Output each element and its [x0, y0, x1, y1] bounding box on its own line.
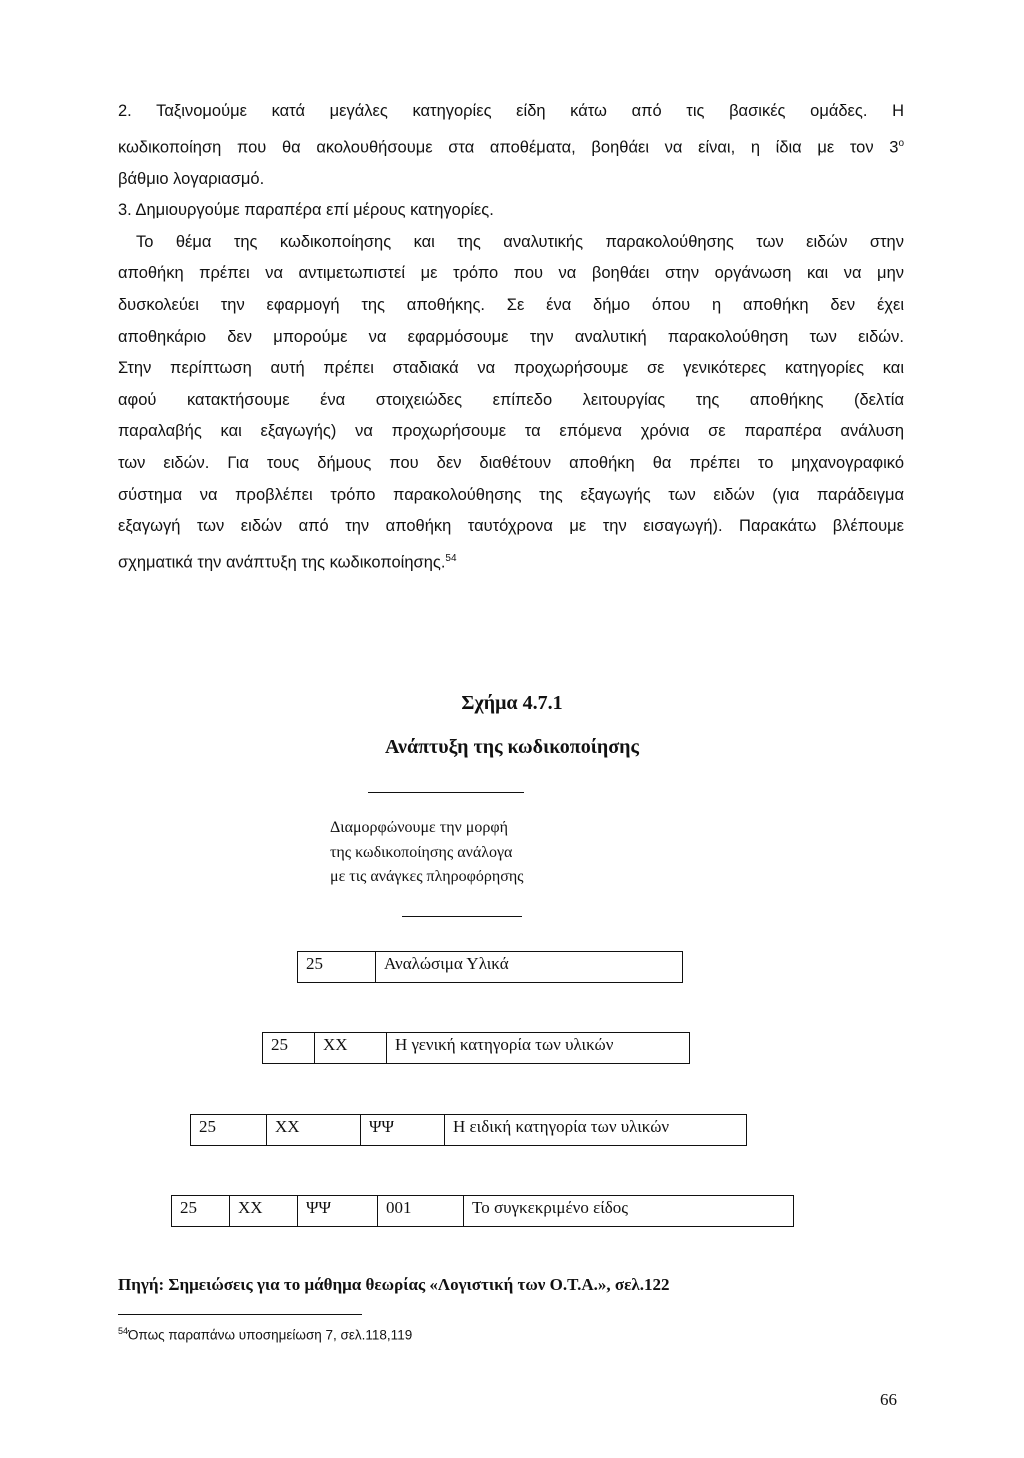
- code-cell: 001: [378, 1196, 464, 1226]
- code-row-2: [262, 1032, 690, 1064]
- code-cell: 25: [298, 952, 376, 982]
- code-cell: 25: [172, 1196, 230, 1226]
- code-cell-label: Το συγκεκριμένο είδος: [472, 1198, 629, 1217]
- page-number: 66: [880, 1390, 897, 1409]
- figure-number: Σχήμα 4.7.1: [461, 692, 563, 714]
- footnote: [118, 1326, 412, 1343]
- description-line-2: της κωδικοποίησης ανάλογα: [330, 843, 513, 861]
- footnote-reference: 54: [445, 552, 457, 564]
- code-cell: ΧΧ: [230, 1196, 298, 1226]
- figure-description: [330, 816, 650, 890]
- code-row-3: [190, 1114, 747, 1146]
- body-text: [118, 96, 904, 579]
- p4-line-7: παραλαβής και εξαγωγής) να προχωρήσουμε τα επόμενα χρόνια σε παραπέρα ανάλυση: [118, 422, 904, 441]
- divider-middle: [402, 916, 522, 917]
- code-row-4: [171, 1195, 794, 1227]
- figure-source: Πηγή: Σημειώσεις για το μάθημα θεωρίας «Λογιστική των Ο.Τ.Α.», σελ.122: [118, 1275, 670, 1294]
- figure-title: Ανάπτυξη της κωδικοποίησης: [385, 736, 639, 758]
- p4-line-10: εξαγωγή των ειδών από την αποθήκη ταυτόχρονα με την εισαγωγή). Παρακάτω βλέπουμε: [118, 517, 904, 536]
- footnote-divider: [118, 1314, 362, 1315]
- p2-line-1: 2. Ταξινομούμε κατά μεγάλες κατηγορίες είδη κάτω από τις βασικές ομάδες. Η: [118, 102, 904, 120]
- code-cell: ΧΧ: [267, 1115, 361, 1145]
- code-cell: 25: [191, 1115, 267, 1145]
- p4-line-11: [118, 543, 904, 579]
- description-line-3: με τις ανάγκες πληροφόρησης: [330, 868, 524, 885]
- p4-line-6: αφού κατακτήσουμε ένα στοιχειώδες επίπεδο λειτουργίας της αποθήκης (δελτία: [118, 390, 904, 409]
- p4-line-1: Το θέμα της κωδικοποίησης και της αναλυτικής παρακολούθησης των ειδών στην: [136, 232, 904, 251]
- p2-line-2-text: κωδικοποίηση που θα ακολουθήσουμε στα αποθέματα, βοηθάει να είναι, η ίδια με τον 3: [118, 138, 899, 157]
- footnote-text: Όπως παραπάνω υποσημείωση 7, σελ.118,119: [128, 1327, 413, 1343]
- p2-line-2: [118, 128, 904, 164]
- p2-superscript: ο: [898, 137, 904, 149]
- code-cell-label: Η ειδική κατηγορία των υλικών: [453, 1117, 670, 1136]
- p2-line-3: βάθμιο λογαριασμό.: [118, 169, 265, 188]
- p4-line-2: αποθήκη πρέπει να αντιμετωπιστεί με τρόπο που να βοηθάει στην οργάνωση και να μην: [118, 264, 904, 283]
- code-cell-label: Αναλώσιμα Υλικά: [384, 954, 509, 973]
- p4-line-9: σύστημα να προβλέπει τρόπο παρακολούθησης της εξαγωγής των ειδών (για παράδειγμα: [118, 485, 904, 504]
- p4-line-8: των ειδών. Για τους δήμους που δεν διαθέτουν αποθήκη θα πρέπει το μηχανογραφικό: [118, 454, 904, 473]
- p3-line-1: 3. Δημιουργούμε παραπέρα επί μέρους κατηγορίες.: [118, 201, 494, 220]
- code-cell: ΨΨ: [298, 1196, 378, 1226]
- p4-line-3: δυσκολεύει την εφαρμογή της αποθήκης. Σε ένα δήμο όπου η αποθήκη δεν έχει: [118, 296, 904, 315]
- divider-top: [368, 792, 524, 793]
- p4-line-4: αποθηκάριο δεν μπορούμε να εφαρμόσουμε την αναλυτική παρακολούθηση των ειδών.: [118, 327, 904, 346]
- code-cell-label: Η γενική κατηγορία των υλικών: [395, 1035, 614, 1054]
- code-row-1: [297, 951, 683, 983]
- footnote-mark: 54: [118, 1326, 129, 1336]
- code-cell: ΧΧ: [315, 1033, 387, 1063]
- p4-last-text: σχηματικά την ανάπτυξη της κωδικοποίησης.: [118, 553, 446, 572]
- code-cell: ΨΨ: [361, 1115, 445, 1145]
- code-cell: 25: [263, 1033, 315, 1063]
- description-line-1: Διαμορφώνουμε την μορφή: [330, 819, 508, 836]
- p4-line-5: Στην περίπτωση αυτή πρέπει σταδιακά να προχωρήσουμε σε γενικότερες κατηγορίες και: [118, 359, 904, 378]
